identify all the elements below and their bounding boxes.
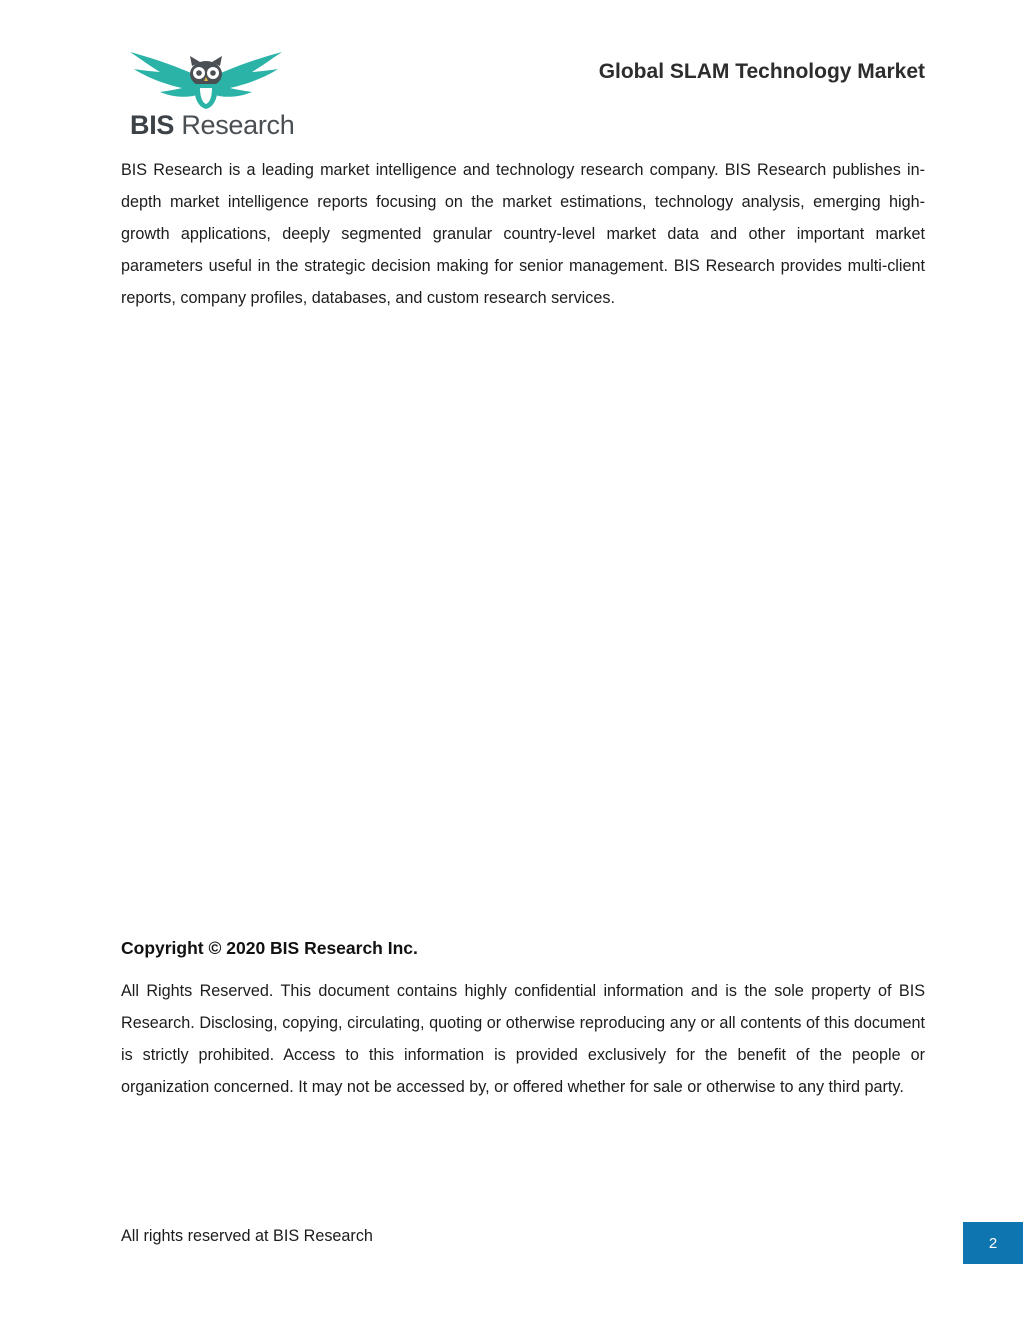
page-number: 2 [988,1234,998,1252]
logo-wordmark: BIS Research [130,110,295,140]
footer-text: All rights reserved at BIS Research [121,1227,373,1245]
rights-paragraph: All Rights Reserved. This document contains highly confidential information and is the sole property of BIS Research. Disclosing, copying, circulating, quoting or otherwise reproducing any or all contents of this document is strictly prohibited. Access to this information is provided exclusively for the benefit of the people or organization concerned. It may not be accessed by, or offered whether for sale or otherwise to any third party. [121,982,925,1096]
intro-paragraph: BIS Research is a leading market intelligence and technology research company. BIS Research publishes in-depth market intelligence reports focusing on the market estimations, technology analysis, emerging high-growth applications, deeply segmented granular country-level market data and other important market parameters useful in the strategic decision making for senior management. BIS Research provides multi-client reports, company profiles, databases, and custom research services. [121,161,925,307]
copyright-heading: Copyright © 2020 BIS Research Inc. [121,938,418,958]
bis-research-logo [120,44,295,140]
page-number-badge [963,1222,1023,1264]
document-title: Global SLAM Technology Market [598,60,925,83]
owl-logo-icon [120,44,292,114]
